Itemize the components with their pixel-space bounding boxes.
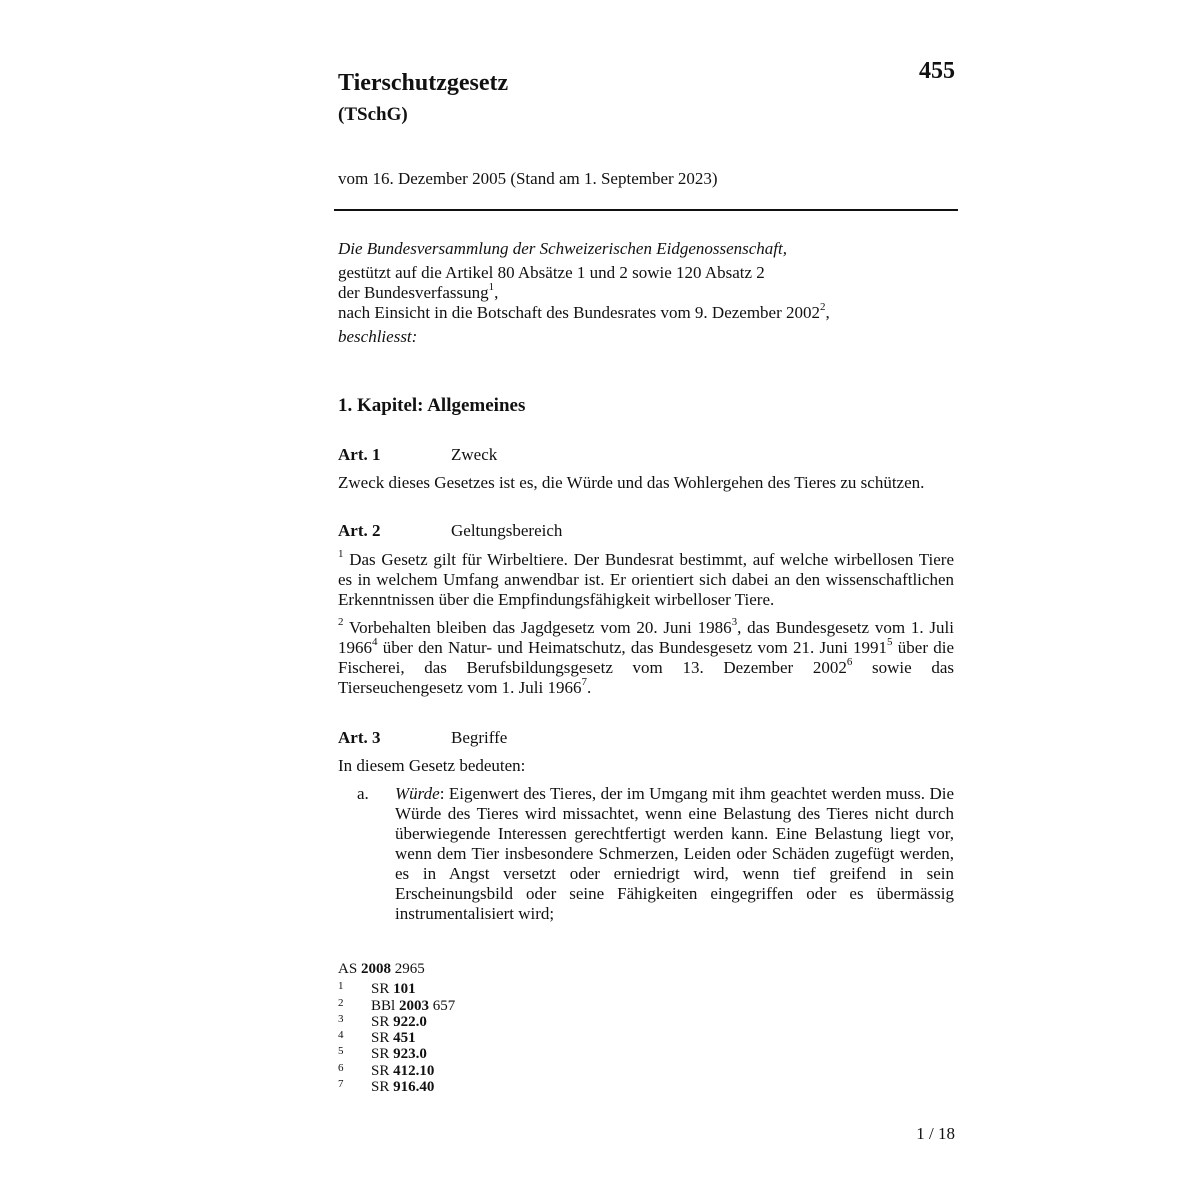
paragraph-text: Das Gesetz gilt für Wirbeltiere. Der Bundesrat bestimmt, auf welche wirbellosen Tiere es in welchem Umfang anwendbar ist. Er orientiert sich dabei an den wissenschaftlichen Erkenntnissen über die Empfindungsfähigkeit wirbelloser Tiere. bbox=[338, 550, 954, 609]
preamble-line-1: gestützt auf die Artikel 80 Absätze 1 und 2 sowie 120 Absatz 2 bbox=[338, 263, 765, 282]
article-3-item-a bbox=[357, 784, 954, 924]
article-1-text: Zweck dieses Gesetzes ist es, die Würde und das Wohlergehen des Tieres zu schützen. bbox=[338, 473, 925, 492]
footnote-number: 1 bbox=[338, 980, 344, 993]
preamble-line-3 bbox=[338, 303, 958, 323]
footnote-reference[interactable] bbox=[371, 981, 416, 997]
paragraph-text-f: . bbox=[586, 678, 592, 697]
footnote-prefix: SR bbox=[371, 1062, 390, 1079]
footnote-reference[interactable] bbox=[371, 1079, 434, 1095]
footnote-ref-5[interactable]: 5 bbox=[887, 636, 893, 648]
footnote-prefix: SR bbox=[371, 981, 390, 998]
footnote-item bbox=[338, 1014, 425, 1030]
paragraph-text-d: über die Fischerei, das Berufsbildungsgesetz vom 13. Dezember 2002 bbox=[338, 638, 954, 677]
paragraph-text-c: über den Natur- und Heimatschutz, das Bundesgesetz vom 21. Juni 1991 bbox=[377, 638, 888, 657]
as-year: 2008 bbox=[360, 961, 391, 977]
preamble-line-2-end: , bbox=[494, 283, 499, 302]
footnote-number: 5 bbox=[338, 1045, 344, 1058]
footnote-ref-1[interactable]: 1 bbox=[488, 281, 495, 293]
sr-number: 455 bbox=[919, 58, 955, 84]
article-2-heading: Geltungsbereich bbox=[451, 521, 563, 540]
paragraph-number: 1 bbox=[338, 548, 344, 560]
article-3-header bbox=[338, 728, 507, 748]
footnote-reference[interactable] bbox=[371, 1030, 416, 1046]
page-number: 1 / 18 bbox=[916, 1124, 955, 1143]
list-item-text bbox=[395, 784, 954, 924]
preamble bbox=[338, 239, 958, 347]
paragraph-text-e: sowie das Tierseuchengesetz vom 1. Juli 1966 bbox=[338, 658, 954, 697]
footnote-list bbox=[338, 980, 456, 1096]
footnote-ref-4[interactable]: 4 bbox=[372, 636, 378, 648]
article-1-header bbox=[338, 445, 497, 465]
footnote-number: 2 bbox=[338, 996, 344, 1009]
footnote-ref-number: 922.0 bbox=[393, 1013, 427, 1030]
chapter-title: 1. Kapitel: Allgemeines bbox=[338, 395, 526, 416]
footnote-reference[interactable] bbox=[371, 1046, 427, 1062]
footnote-ref-number: 451 bbox=[393, 1030, 416, 1047]
footnote-item bbox=[338, 996, 456, 1014]
footnotes bbox=[338, 961, 456, 1096]
footnote-prefix: SR bbox=[371, 1013, 390, 1030]
law-abbreviation: (TSchG) bbox=[338, 104, 408, 125]
article-3-intro: In diesem Gesetz bedeuten: bbox=[338, 756, 526, 775]
article-2-paragraph-1 bbox=[338, 550, 954, 610]
footnote-number: 7 bbox=[338, 1078, 344, 1091]
preamble-line-3-end: , bbox=[825, 303, 830, 322]
article-1-heading: Zweck bbox=[451, 445, 498, 464]
as-prefix: AS bbox=[338, 961, 358, 977]
article-3-label: Art. 3 bbox=[338, 728, 381, 747]
footnote-number: 3 bbox=[338, 1012, 344, 1025]
footnote-number: 4 bbox=[338, 1029, 344, 1042]
footnote-ref-number: 2003 bbox=[398, 997, 429, 1014]
footnote-item bbox=[338, 1030, 425, 1046]
footnote-prefix: BBl bbox=[371, 997, 396, 1014]
footnote-ref-7[interactable]: 7 bbox=[581, 676, 587, 688]
official-collection-ref bbox=[338, 961, 425, 977]
header-divider bbox=[334, 209, 958, 211]
preamble-line-2 bbox=[338, 283, 958, 303]
as-page: 2965 bbox=[394, 961, 425, 977]
article-2-header bbox=[338, 521, 562, 541]
footnote-ref-2[interactable]: 2 bbox=[820, 301, 826, 313]
list-item-letter: a. bbox=[357, 784, 369, 803]
preamble-line-3-text: nach Einsicht in die Botschaft des Bundesrates vom 9. Dezember 2002 bbox=[338, 303, 821, 322]
footnote-item bbox=[338, 1046, 425, 1062]
footnote-reference[interactable] bbox=[371, 1063, 434, 1079]
footnote-number: 6 bbox=[338, 1061, 344, 1074]
footnote-item bbox=[338, 1078, 435, 1096]
preamble-assembly: Die Bundesversammlung der Schweizerischen Eidgenossenschaft, bbox=[338, 239, 787, 258]
paragraph-text-b: , das Bundesgesetz vom 1. Juli 1966 bbox=[338, 618, 954, 657]
footnote-ref-number: 412.10 bbox=[393, 1062, 435, 1079]
preamble-line-2-text: der Bundesverfassung bbox=[338, 283, 489, 302]
paragraph-text-a: Vorbehalten bleiben das Jagdgesetz vom 20. Juni 1986 bbox=[349, 618, 732, 637]
footnote-item bbox=[338, 981, 425, 997]
footnote-reference[interactable] bbox=[371, 998, 455, 1014]
article-2-paragraph-2 bbox=[338, 618, 954, 698]
article-2-label: Art. 2 bbox=[338, 521, 381, 540]
footnote-prefix: SR bbox=[371, 1030, 390, 1047]
law-title: Tierschutzgesetz bbox=[338, 70, 509, 96]
footnote-ref-number: 923.0 bbox=[393, 1046, 427, 1063]
footnote-reference[interactable] bbox=[371, 1014, 427, 1030]
law-date-line: vom 16. Dezember 2005 (Stand am 1. September 2023) bbox=[338, 169, 718, 188]
footnote-prefix: SR bbox=[371, 1046, 390, 1063]
paragraph-number: 2 bbox=[338, 616, 344, 628]
footnote-ref-number: 916.40 bbox=[393, 1079, 435, 1096]
article-1-label: Art. 1 bbox=[338, 445, 381, 464]
footnote-item bbox=[338, 1061, 435, 1079]
footnote-ref-6[interactable]: 6 bbox=[846, 656, 853, 668]
article-3-heading: Begriffe bbox=[451, 728, 508, 747]
footnote-ref-number: 101 bbox=[393, 981, 416, 998]
definition-text: : Eigenwert des Tieres, der im Umgang mit ihm geachtet werden muss. Die Würde des Tieres wird missachtet, wenn eine Belastung des Tieres nicht durch überwiegende Interessen gerechtfertigt werden kann. Eine Belastung liegt vor, wenn dem Tier insbesondere Schmerzen, Leiden oder Schäden zugefügt werden, es in Angst versetzt oder erniedrigt wird, wenn tief greifend in sein Erscheinungsbild oder seine Fähigkeiten eingegriffen oder es übermässig instrumentalisiert wird; bbox=[395, 784, 954, 923]
footnote-ref-3[interactable]: 3 bbox=[731, 616, 738, 628]
footnote-suffix: 657 bbox=[432, 997, 456, 1014]
preamble-resolves: beschliesst: bbox=[338, 327, 418, 346]
footnote-prefix: SR bbox=[371, 1079, 390, 1096]
defined-term: Würde bbox=[395, 784, 440, 803]
